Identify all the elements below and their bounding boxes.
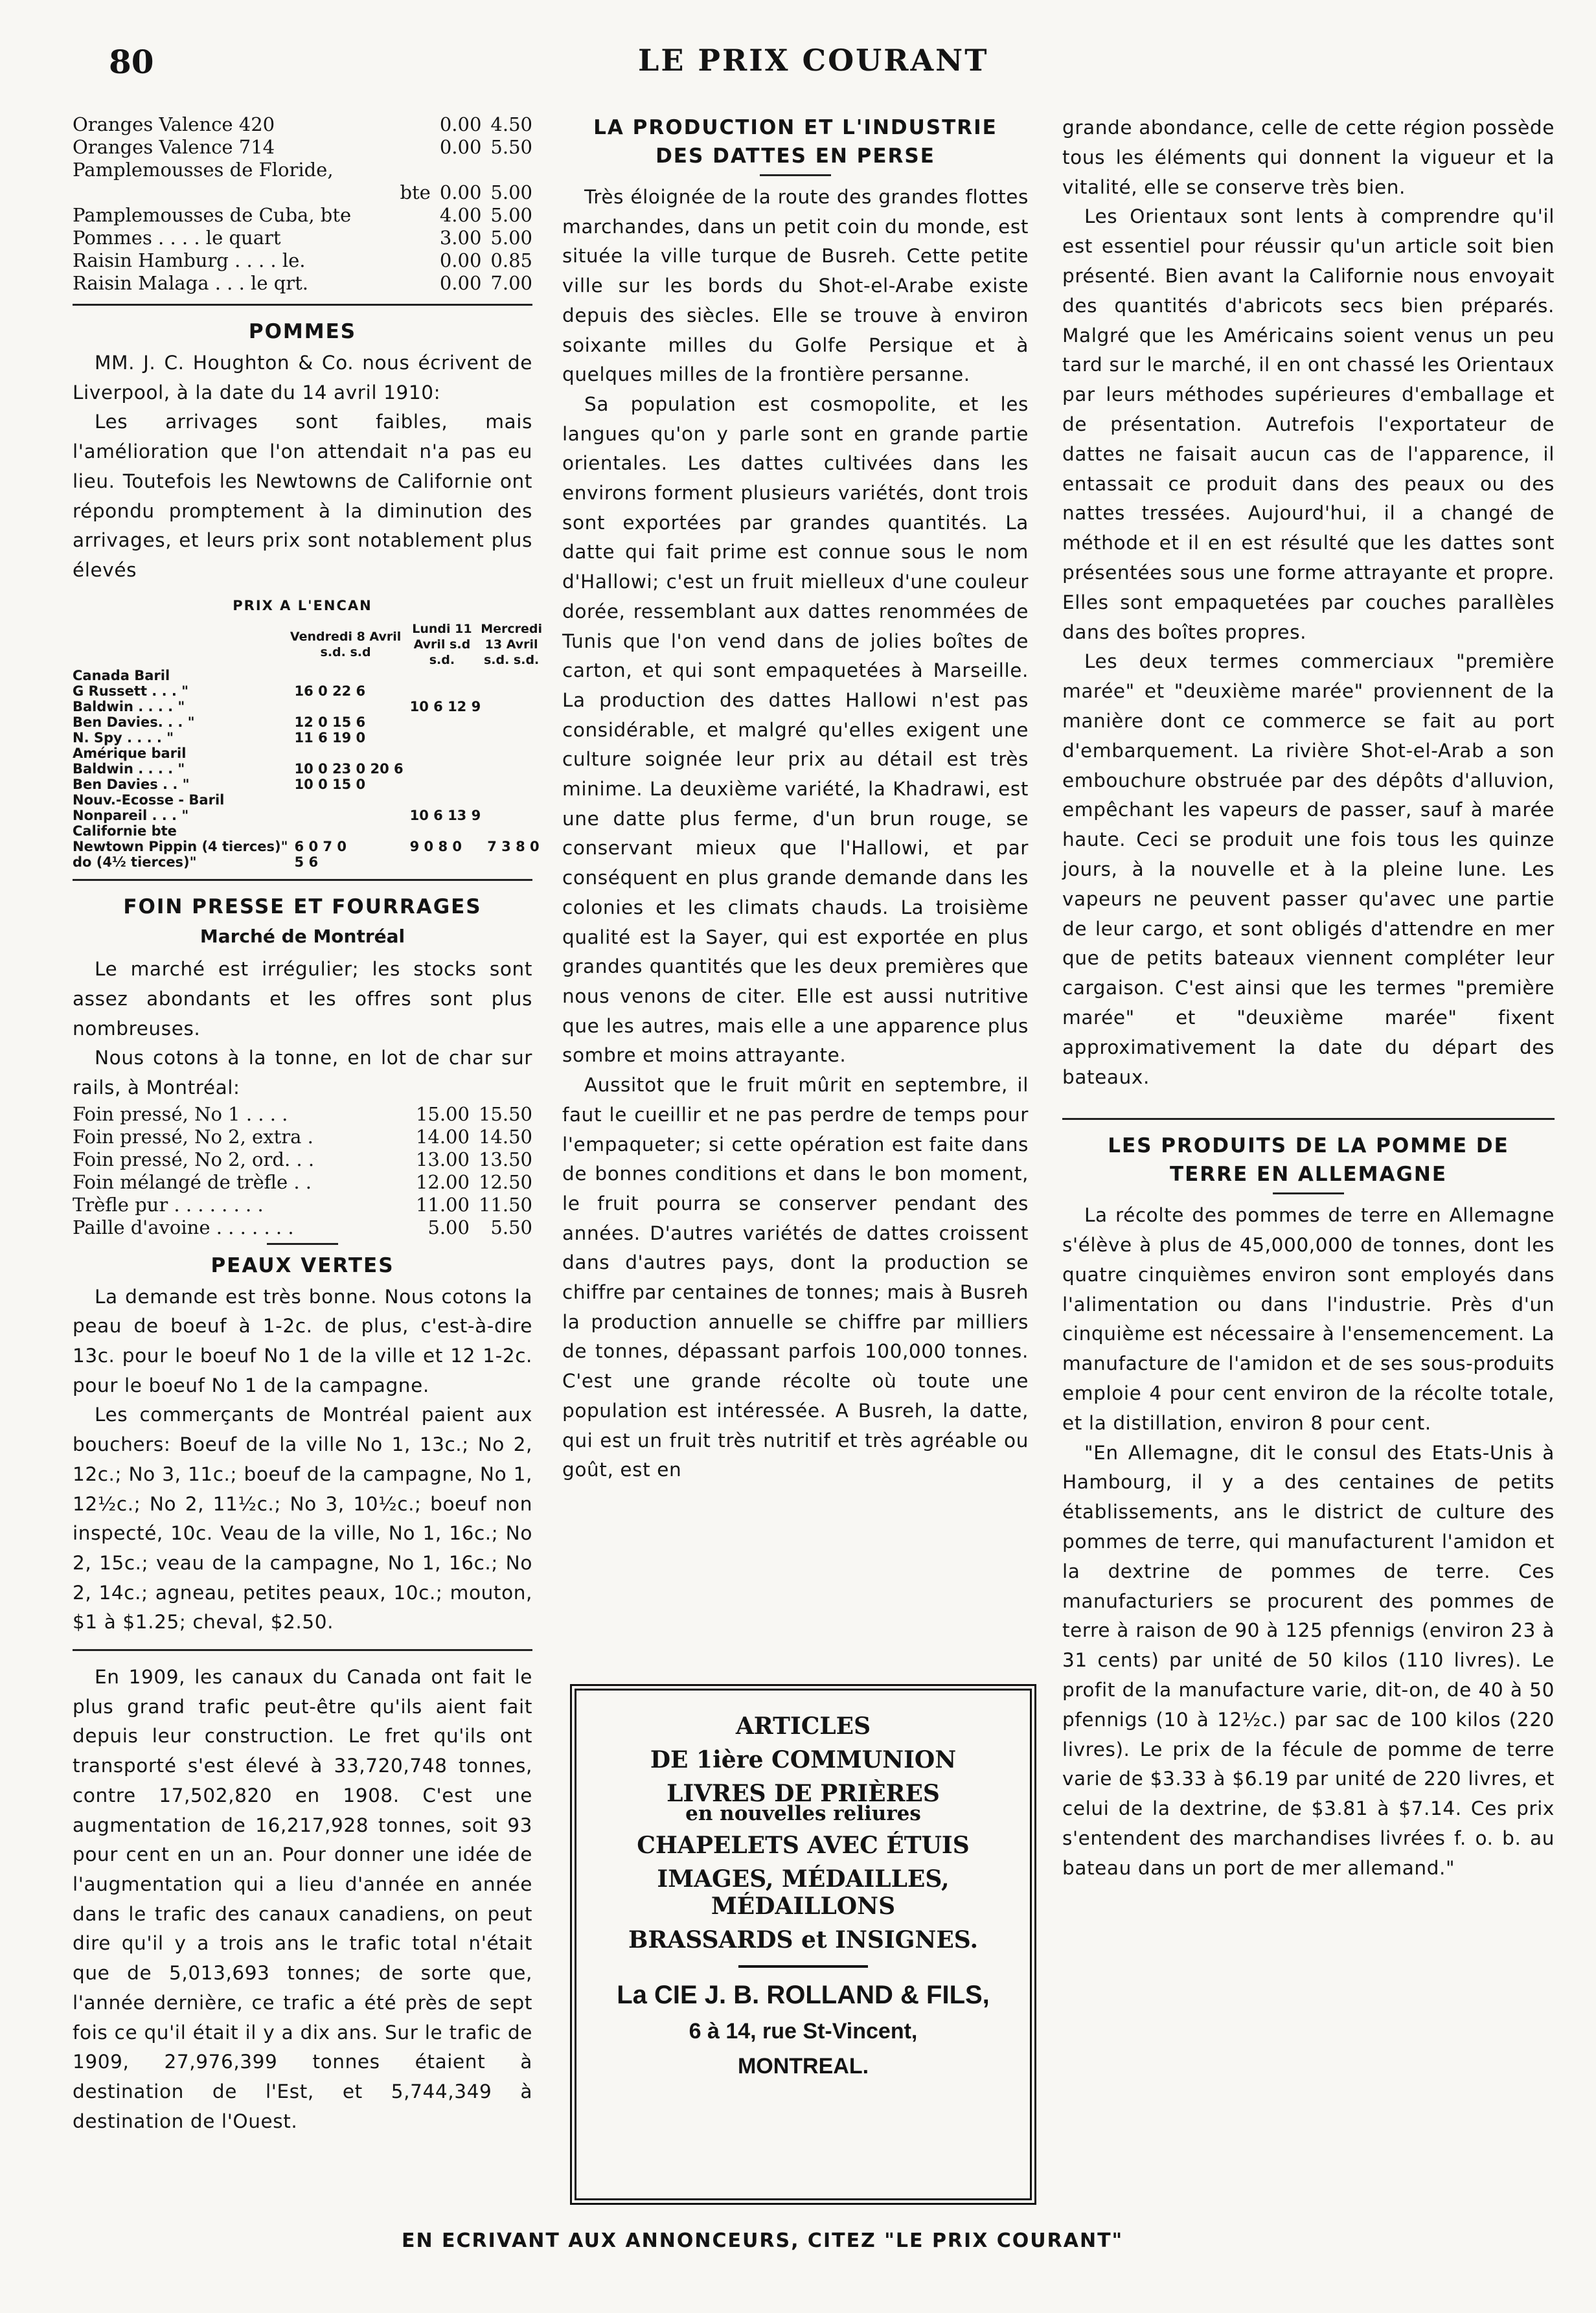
auction-label: Californie bte [73,823,177,839]
auction-label: Newtown Pippin (4 tierces)" [73,839,288,855]
auction-price [404,714,481,730]
price-row [73,1148,532,1171]
auction-price [404,854,481,870]
auction-price [481,668,542,683]
price-value: 5.00 [490,181,532,203]
auction-price [481,854,542,870]
pommes-paragraph: Les arrivages sont faibles, mais l'amélioration que l'on attendait n'a pas eu lieu. Toutefois les Newtowns de Californie ont répondu promptement à la diminution des arrivages, et leurs prix sont notablement plus élevés [73,411,532,581]
auction-price [481,761,542,777]
auction-row [73,699,542,714]
peaux-paragraph: La demande est très bonne. Nous cotons la peau de boeuf à 1-2c. de plus, c'est-à-dire 13c. pour le boeuf No 1 de la ville et 12 1-2c. pour le boeuf No 1 de la campagne. [73,1285,532,1396]
auction-label: Ben Davies . . " [73,777,190,793]
price-label: Pamplemousses de Floride, [73,159,334,181]
auction-prices-table [73,621,542,870]
ad-line: en nouvelles reliures [685,1802,921,1825]
auction-price: 7 3 8 0 [487,839,540,855]
dattes-paragraph: Sa population est cosmopolite, et les langues qu'on y parle sont en grande partie orientales. Les dattes cultivées dans les environs forment plusieurs variétés, dont trois sont exportées par grandes quantités. La datte qui fait prime est connue sous le nom d'Hallowi; c'est un fruit mielleux d'une couleur dorée, ressemblant aux dattes renommées de Tunis que l'on vend dans de jolies boîtes de carton, et qui sont empaquetées à Marseille. La production des dattes Hallowi n'est pas considérable, et malgré qu'elles exigent une culture soignée leur prix au détail est très minime. La deuxième variété, la Khadrawi, est une datte plus ferme, d'un brun rouge, se conservant mieux que l'Hallowi, et par conséquent en plus grande demande dans les colonies et les climats chauds. La troisième qualité est la Sayer, qui est exportée en plus grandes quantités que les deux premières que nous venons de citer. Elle est aussi nutritive que les autres, mais elle a une apparence plus sombre et moins attrayante. [562,393,1029,1067]
auction-price [288,668,404,683]
article-title-dattes: LA PRODUCTION ET L'INDUSTRIE DES DATTES EN PERSE [593,116,998,168]
auction-price: 5 6 [294,854,319,871]
price-value: 4.00 [439,204,482,226]
auction-price [404,777,481,792]
page-header [0,0,1596,84]
auction-label: Ben Davies. . . " [73,714,195,731]
auction-price [481,746,542,761]
price-row [73,136,532,159]
dattes-continued-paragraph: grande abondance, celle de cette région possède tous les éléments qui donnent la vigueur et la vitalité, elle se conserve très bien. [1062,117,1555,198]
section-divider [73,879,532,881]
price-value: 11.50 [478,1193,532,1216]
auction-price [481,730,542,746]
auction-price [404,683,481,699]
price-label: Paille d'avoine . . . . . . . [73,1216,294,1238]
auction-row [73,714,542,730]
auction-price: 10 6 13 9 [409,808,481,824]
dattes-paragraph: Aussitot que le fruit mûrit en septembre, il faut le cueillir et ne pas perdre de temps pour l'empaqueter; si cette opération est faite dans de bonnes conditions et dans le bon moment, le fruit pourra se conserver pendant des années. D'autres variétés de dattes croissent dans d'autres pays, dont la production se chiffre par centaines de tonnes; mais à Busreh la production annuelle se chiffre par milliers de tonnes, dépassant parfois 100,000 tonnes. C'est une grande récolte où toute une population est intéressée. A Busreh, la datte, qui est un fruit très nutritif et très agréable ou goût, est en [562,1074,1029,1481]
auction-row [73,839,542,854]
price-value: 0.00 [439,113,482,135]
auction-price [404,668,481,683]
auction-label: Amérique baril [73,746,187,762]
price-value: 7.00 [490,272,532,294]
auction-price [481,714,542,730]
section-divider [760,174,831,176]
auction-price [404,746,481,761]
article-title-pomme-de-terre: LES PRODUITS DE LA POMME DE TERRE EN ALLEMAGNE [1108,1134,1509,1187]
auction-row [73,792,542,808]
auction-row [73,761,542,777]
price-value: 12.50 [478,1170,532,1193]
price-row [73,204,532,227]
auction-row [73,746,542,761]
ad-line: MÉDAILLONS [711,1893,896,1920]
price-value: 11.00 [415,1193,470,1216]
auction-price [481,823,542,839]
price-value: 3.00 [439,227,482,249]
price-value: 5.50 [490,1216,532,1238]
price-value: 12.00 [415,1170,470,1193]
price-value [481,159,532,181]
foin-paragraph: Le marché est irrégulier; les stocks sont assez abondants et les offres sont plus nombreuses. [73,958,532,1040]
auction-price [404,761,481,777]
auction-price [481,683,542,699]
section-title-peaux: PEAUX VERTES [211,1253,394,1277]
price-value: 5.00 [428,1216,470,1238]
section-divider [267,1243,338,1245]
auction-column-header: Lundi 11 Avril s.d s.d. [412,622,472,668]
price-value: 0.00 [439,136,482,158]
section-title-foin: FOIN PRESSE ET FOURRAGES [123,895,482,919]
peaux-paragraph: Les commerçants de Montréal paient aux bouchers: Boeuf de la ville No 1, 13c.; No 2, 12c.; No 3, 11c.; boeuf de la campagne, No 1, 12½c.; No 2, 11½c.; No 3, 10½c.; boeuf non inspecté, 10c. Veau de la ville, No 1, 16c.; No 2, 15c.; veau de la campagne, No 1, 16c.; No 2, 14c.; agneau, petites peaux, 10c.; mouton, $1 à $1.25; cheval, $2.50. [73,1404,532,1634]
auction-price: 9 0 8 0 [409,839,462,855]
ad-company: La CIE J. B. ROLLAND & FILS, [617,1981,990,2009]
ad-line: CHAPELETS AVEC ÉTUIS [637,1832,970,1859]
auction-price [404,792,481,808]
price-label: Pamplemousses de Cuba, bte [73,204,352,226]
auction-column-header [73,621,288,668]
auction-price: 16 0 22 6 [294,683,366,700]
price-value [431,159,482,181]
page-footer: EN ECRIVANT AUX ANNONCEURS, CITEZ "LE PRIX COURANT" [402,2229,1124,2252]
auction-row [73,808,542,823]
ad-city: MONTREAL. [737,2054,869,2079]
ad-line: BRASSARDS et INSIGNES. [628,1926,979,1954]
price-value: 0.00 [439,249,482,271]
ad-line: DE 1ière COMMUNION [650,1746,957,1773]
section-divider [73,304,532,306]
auction-price [481,808,542,823]
auction-price: 10 6 12 9 [409,699,481,715]
price-row [73,1194,532,1216]
price-label: Raisin Hamburg . . . . le. [73,249,306,271]
dattes-continued-paragraph: Les deux termes commerciaux "première marée" et "deuxième marée" proviennent de la manière dont ce commerce se fait au port d'embarquement. La rivière Shot-el-Arab a son embouchure obstruée par des dépôts d'alluvion, empêchant les vapeurs de passer, sauf à marée haute. Ceci se produit une fois tous les quinze jours, à la nouvelle et à la pleine lune. Les vapeurs ne peuvent passer qu'avec une partie de leur cargo, et sont obligés d'attendre en mer que de petits bateaux viennent compléter leur cargaison. C'est ainsi que les termes "première marée" et "deuxième marée" fixent approximativement la date du départ des bateaux. [1062,650,1555,1088]
auction-price [481,792,542,808]
price-value: 15.00 [415,1102,470,1125]
price-label: Trèfle pur . . . . . . . . [73,1193,264,1216]
price-value: 0.85 [490,249,532,271]
auction-price: 10 0 23 0 20 6 [294,761,404,777]
dattes-paragraph: Très éloignée de la route des grandes flottes marchandes, dans un petit coin du monde, est située la ville turque de Busreh. Cette petite ville sur les bords du Shot-el-Arabe existe depuis des siècles. Elle se trouve à environ soixante milles du Golfe Persique et à quelques milles de la frontière persanne. [562,186,1029,386]
price-value: 13.00 [415,1148,470,1170]
pomme-de-terre-paragraph: La récolte des pommes de terre en Allemagne s'élève à plus de 45,000,000 de tonnes, dont les quatre cinquièmes environ sont employés dans l'alimentation ou dans l'industrie. Près d'un cinquième est nécessaire à l'ensemencement. La manufacture de l'amidon et de ses sous-produits emploie 4 pour cent environ de la récolte totale, et la distillation, environ 8 pour cent. [1062,1204,1555,1434]
ad-address: 6 à 14, rue St-Vincent, [689,2019,918,2044]
auction-price [288,746,404,761]
auction-row [73,823,542,839]
auction-price [288,808,404,823]
auction-price: 11 6 19 0 [294,730,366,746]
price-row [73,181,532,204]
ad-line: LIVRES DE PRIÈRES [667,1780,940,1807]
column-3 [1062,113,1555,1884]
section-title-pommes: POMMES [248,320,357,343]
auction-row [73,777,542,792]
auction-price: 12 0 15 6 [294,714,366,731]
section-subtitle-foin: Marché de Montréal [200,926,405,948]
auction-price [288,823,404,839]
price-label: Oranges Valence 714 [73,136,275,158]
auction-label: Canada Baril [73,668,170,684]
dattes-continued-paragraph: Les Orientaux sont lents à comprendre qu'il est essentiel pour réussir qu'un article soit bien présenté. Bien avant la Californie nous envoyait des quantités d'abricots secs bien préparés. Malgré que les Américains soient venus un peu tard sur le marché, il en ont chassé les Orientaux par leurs méthodes supérieures d'emballage et de présentation. Autrefois l'exportateur de dattes ne faisait aucun cas de l'apparence, il entassait ce produit dans des peaux ou des nattes tressées. Aujourd'hui, il a changé de méthode et il en est résulté que les dattes sont présentées sous une forme attrayante et propre. Elles sont empaquetées par couches parallèles dans des boîtes propres. [1062,205,1555,643]
ad-line: ARTICLES [735,1713,871,1740]
price-label: bte [400,181,431,203]
price-row [73,272,532,295]
auction-price: 6 0 7 0 [294,839,347,855]
price-value: 5.50 [490,136,532,158]
price-value: 14.00 [415,1125,470,1148]
ad-line: IMAGES, MÉDAILLES, [657,1865,950,1893]
advertisement-box [570,1684,1036,2205]
price-value: 4.50 [490,113,532,135]
auction-label: G Russett . . . " [73,683,189,700]
canaux-paragraph: En 1909, les canaux du Canada ont fait le plus grand trafic peut-être qu'ils aient fait depuis leur construction. Le fret qu'ils ont transporté s'est élevé à 33,720,748 tonnes, contre 17,502,820 en 1908. C'est une augmentation de 16,217,928 tonnes, soit 93 pour cent en un an. Pour donner une idée de l'augmentation qui a lieu d'année en année dans le trafic des canaux canadiens, on peut dire qu'il y a trois ans le trafic total n'était que de 5,013,693 tonnes; de sorte que, l'année dernière, ce trafic a été près de sept fois ce qu'il était il y a dix ans. Sur le trafic de 1909, 27,976,399 tonnes étaient à destination de l'Est, et 5,744,349 à destination de l'Ouest. [73,1666,532,2132]
price-label: Foin pressé, No 2, extra . [73,1125,314,1148]
auction-label: Nouv.-Ecosse - Baril [73,792,225,808]
masthead-title: LE PRIX COURANT [638,43,989,78]
auction-price [404,730,481,746]
auction-price [288,699,404,714]
auction-label: do (4½ tierces)" [73,854,197,871]
price-label: Foin pressé, No 2, ord. . . [73,1148,315,1170]
auction-row [73,854,542,870]
price-value: 5.00 [490,204,532,226]
price-label: Pommes . . . . le quart [73,227,281,249]
auction-price [404,823,481,839]
price-row [73,227,532,249]
price-label: Foin pressé, No 1 . . . . [73,1102,288,1125]
auction-prices-heading: PRIX A L'ENCAN [233,597,372,613]
auction-row [73,683,542,699]
auction-price [288,792,404,808]
price-row [73,1126,532,1148]
auction-label: Baldwin . . . . " [73,761,185,777]
price-row [73,1103,532,1126]
price-value: 0.00 [439,181,482,203]
price-value: 14.50 [478,1125,532,1148]
auction-header-row [73,621,542,668]
column-2 [562,113,1029,1485]
column-1 [73,113,543,2136]
auction-row [73,668,542,683]
auction-label: Nonpareil . . . " [73,808,189,824]
auction-label: N. Spy . . . . " [73,730,174,746]
page-number: 80 [109,43,154,81]
section-divider [1273,1192,1344,1194]
price-label: Raisin Malaga . . . le qrt. [73,272,309,294]
price-row [73,113,532,136]
price-row [73,159,532,181]
section-divider [1062,1118,1555,1120]
auction-price: 10 0 15 0 [294,777,366,793]
auction-label: Baldwin . . . . " [73,699,185,715]
price-row [73,1216,532,1239]
ad-divider [738,1965,868,1968]
price-value: 5.00 [490,227,532,249]
price-label: Foin mélangé de trèfle . . [73,1170,312,1193]
section-divider [73,1649,532,1651]
auction-price [481,699,542,714]
price-row [73,1171,532,1194]
auction-column-header: Mercredi 13 Avril s.d. s.d. [481,622,543,668]
price-value: 0.00 [439,272,482,294]
price-value: 15.50 [478,1102,532,1125]
hay-price-table [73,1103,532,1239]
price-row [73,249,532,272]
price-label: Oranges Valence 420 [73,113,275,135]
auction-column-header: Vendredi 8 Avril s.d. s.d [290,630,402,660]
fruit-price-table [73,113,532,295]
foin-paragraph: Nous cotons à la tonne, en lot de char sur rails, à Montréal: [73,1047,532,1099]
pomme-de-terre-paragraph: "En Allemagne, dit le consul des Etats-Unis à Hambourg, il y a des centaines de petits établissements, ans le district de culture des pommes de terre, qui manufacturent l'amidon et la dextrine de pommes de terre. Ces manufacturiers se procurent des pommes de terre à raison de 90 à 125 pfennigs (environ 23 à 31 cents) par unité de 50 kilos (110 livres). Le profit de la manufacture varie, dit-on, de 40 à 50 pfennigs (10 à 12½c.) par sac de 100 kilos (220 livres). Le prix de la fécule de pomme de terre varie de $3.33 à $6.19 par unité de 220 livres, et celui de la dextrine, de $3.81 à $7.14. Ces prix s'entendent des marchandises livrées f. o. b. au bateau dans un port de mer allemand." [1062,1441,1555,1879]
pommes-paragraph: MM. J. C. Houghton & Co. nous écrivent de Liverpool, à la date du 14 avril 1910: [73,352,532,404]
auction-row [73,730,542,746]
price-value: 13.50 [478,1148,532,1170]
auction-price [481,777,542,792]
